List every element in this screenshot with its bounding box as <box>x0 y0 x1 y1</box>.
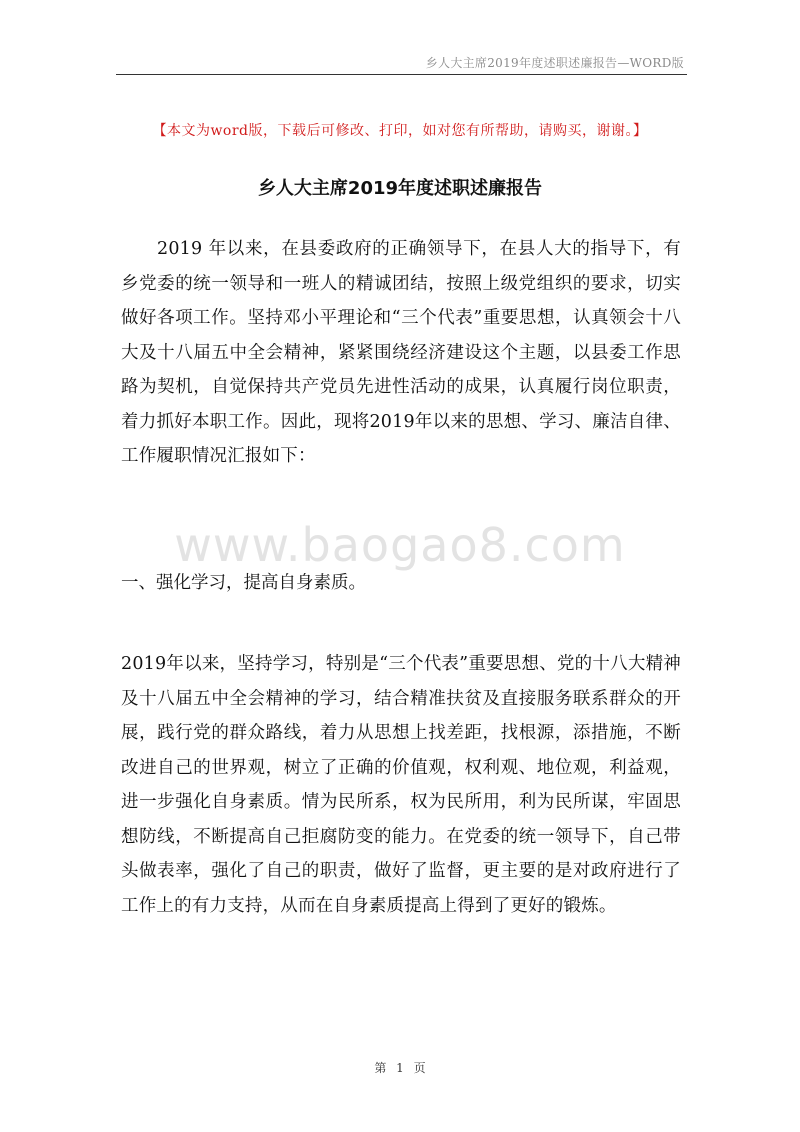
running-header: 乡人大主席2019年度述职述廉报告—WORD版 <box>425 56 684 70</box>
footer-suffix: 页 <box>413 1061 426 1075</box>
download-notice: 【本文为word版，下载后可修改、打印，如对您有所帮助，请购买，谢谢。】 <box>152 123 648 139</box>
watermark: www.baogao8.com <box>174 518 626 572</box>
intro-paragraph: 2019 年以来，在县委政府的正确领导下，在县人大的指导下，有乡党委的统一领导和一班人的精诚团结，按照上级党组织的要求，切实做好各项工作。坚持邓小平理论和“三个代表”重要思想，认真领会十八大及十八届五中全会精神，紧紧围绕经济建设这个主题，以县委工作思路为契机，自觉保持共产党员先进性活动的成果，认真履行岗位职责，着力抓好本职工作。因此，现将2019年以来的思想、学习、廉洁自律、工作履职情况汇报如下： <box>121 239 681 466</box>
page-footer <box>0 1059 800 1076</box>
header-divider <box>116 74 687 75</box>
page-number: 1 <box>396 1061 404 1075</box>
document-title: 乡人大主席2019年度述职述廉报告 <box>257 178 543 199</box>
section-1-paragraph: 2019年以来，坚持学习，特别是“三个代表”重要思想、党的十八大精神及十八届五中全会精神的学习，结合精准扶贫及直接服务联系群众的开展，践行党的群众路线，着力从思想上找差距，找根源，添措施，不断改进自己的世界观，树立了正确的价值观，权利观、地位观，利益观，进一步强化自身素质。情为民所系，权为民所用，利为民所谋，牢固思想防线，不断提高自己拒腐防变的能力。在党委的统一领导下，自己带头做表率，强化了自己的职责，做好了监督，更主要的是对政府进行了工作上的有力支持，从而在自身素质提高上得到了更好的锻炼。 <box>121 654 681 916</box>
footer-prefix: 第 <box>374 1061 387 1075</box>
section-heading-1: 一、强化学习，提高自身素质。 <box>121 573 366 593</box>
